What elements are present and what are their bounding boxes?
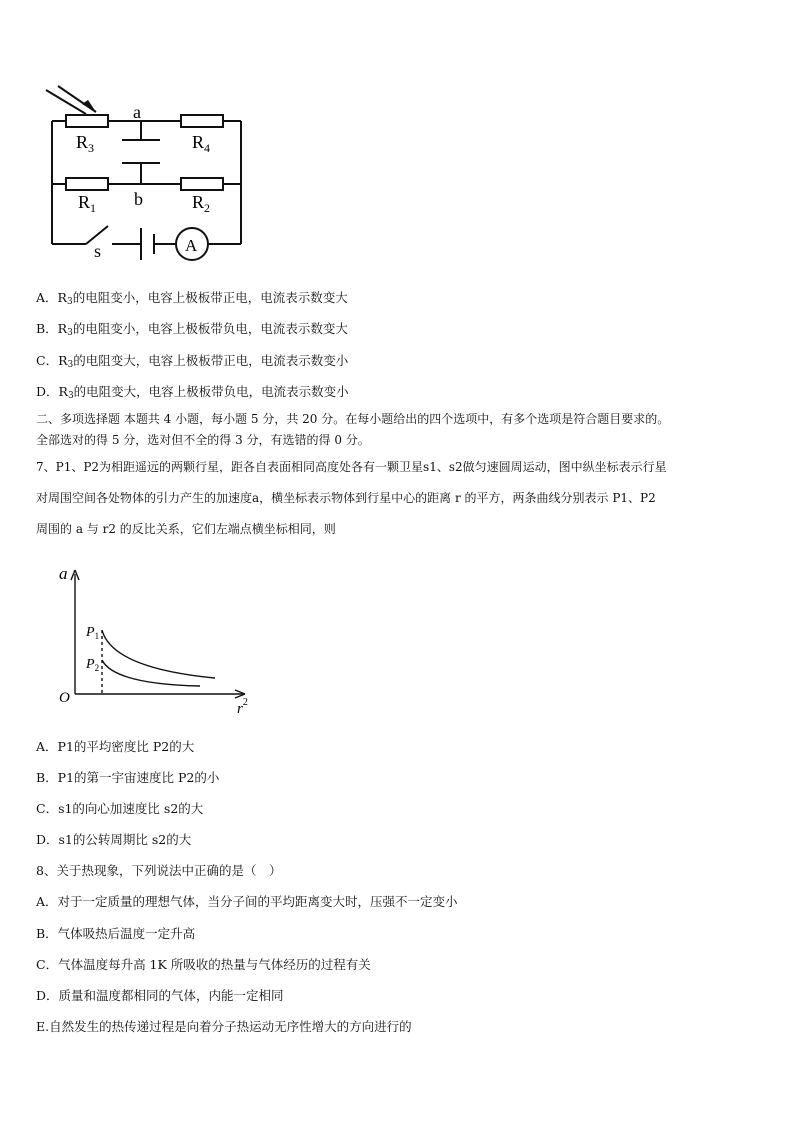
q8-option-a: A．对于一定质量的理想气体，当分子间的平均距离变大时，压强不一定变小	[36, 894, 458, 909]
q6-option-d: D．$R_3$的电阻变大，电容上极板带负电，电流表示数变小	[36, 384, 349, 401]
origin-label: O	[59, 690, 70, 706]
acceleration-vs-r2-graph	[50, 560, 260, 720]
q6-option-b: B．$R_3$的电阻变小，电容上极板带负电，电流表示数变大	[36, 321, 348, 338]
q8-option-c: C．气体温度每升高 1K 所吸收的热量与气体经历的过程有关	[36, 957, 371, 972]
q8-option-d: D．质量和温度都相同的气体，内能一定相同	[36, 988, 284, 1003]
y-axis-label: a	[59, 564, 68, 583]
q8-option-b: B．气体吸热后温度一定升高	[36, 926, 196, 941]
curve-p1-label: $P_1$	[86, 625, 100, 641]
q7-stem-line3: 周围的 a 与 r2 的反比关系，它们左端点横坐标相同，则	[36, 522, 336, 536]
q7-stem-line2: 对周围空间各处物体的引力产生的加速度a，横坐标表示物体到行星中心的距离 r 的平方，两条曲线分别表示 P1、P2	[36, 491, 656, 505]
x-axis-label: $r^2$	[237, 697, 248, 717]
q6-option-a: A．$R_3$的电阻变小，电容上极板带正电，电流表示数变大	[36, 290, 348, 307]
q7-option-a: A．P1的平均密度比 P2的大	[36, 739, 195, 754]
resistor-r4-label: $R_4$	[192, 132, 211, 155]
q8-stem: 8、关于热现象，下列说法中正确的是（ ）	[36, 863, 282, 878]
section2-instructions-line2: 全部选对的得 5 分，选对但不全的得 3 分，有选错的得 0 分。	[36, 433, 370, 447]
curve-p2-label: $P_2$	[86, 657, 100, 673]
resistor-r1-label: $R_1$	[78, 192, 97, 215]
q6-option-c: C．$R_3$的电阻变大，电容上极板带正电，电流表示数变小	[36, 353, 349, 370]
circuit-diagram	[0, 0, 260, 275]
capacitor-plate-b-label: b	[134, 189, 143, 209]
capacitor-plate-a-label: a	[133, 102, 141, 122]
ammeter-label: A	[185, 236, 198, 255]
section2-instructions-line1: 二、多项选择题 本题共 4 小题，每小题 5 分，共 20 分。在每小题给出的四个选项中，有多个选项是符合题目要求的。	[36, 412, 670, 426]
q7-option-c: C．s1的向心加速度比 s2的大	[36, 801, 204, 816]
switch-s-label: s	[94, 241, 102, 261]
q7-option-d: D．s1的公转周期比 s2的大	[36, 832, 192, 847]
resistor-r3-label: $R_3$	[76, 132, 95, 155]
q8-option-e: E.自然发生的热传递过程是向着分子热运动无序性增大的方向进行的	[36, 1019, 412, 1034]
resistor-r2-label: $R_2$	[192, 192, 211, 215]
q7-option-b: B．P1的第一宇宙速度比 P2的小	[36, 770, 220, 785]
q7-stem-line1: 7、P1、P2为相距遥远的两颗行星，距各自表面相同高度处各有一颗卫星s1、s2做匀速圆周运动，图中纵坐标表示行星	[36, 460, 667, 474]
